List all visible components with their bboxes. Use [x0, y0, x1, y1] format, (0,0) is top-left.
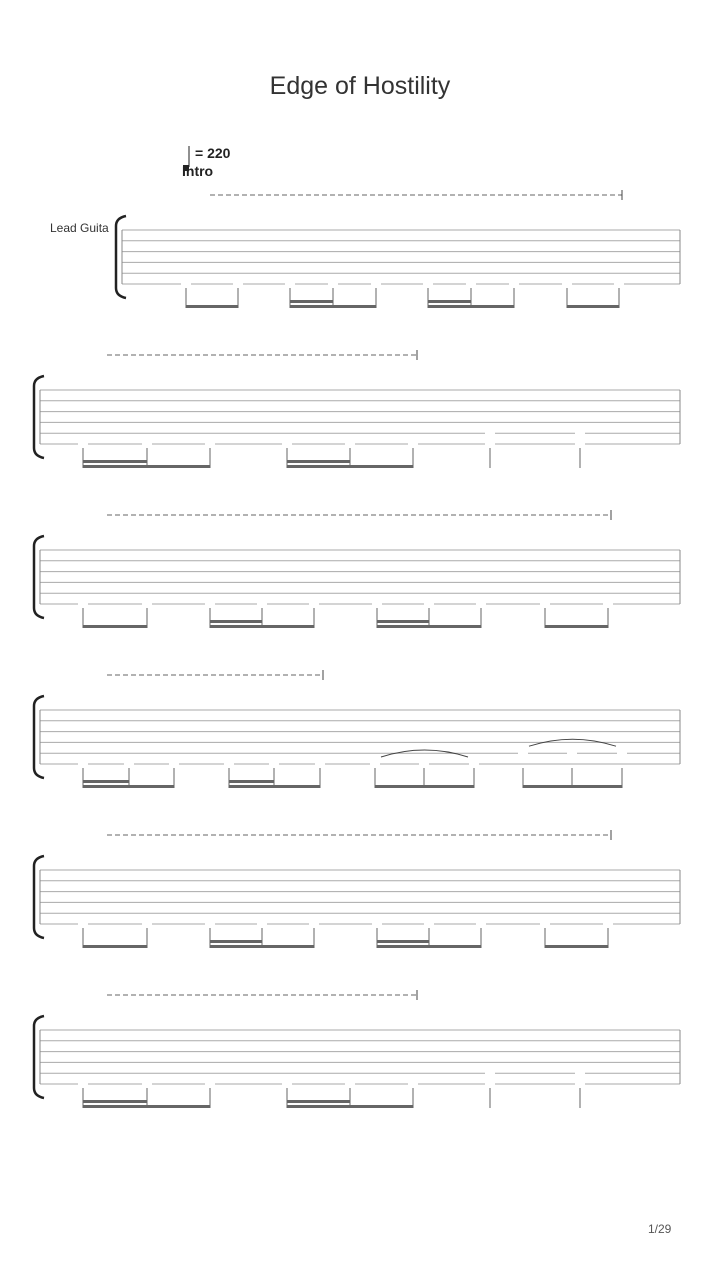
fret-number-mask — [78, 1078, 88, 1089]
fret-number-mask — [181, 278, 191, 289]
fret-number-mask — [617, 747, 627, 758]
beam — [210, 945, 314, 948]
fret-number-mask — [509, 278, 519, 289]
fret-number-mask — [124, 758, 134, 769]
secondary-beam — [377, 620, 429, 623]
fret-number-mask — [315, 758, 325, 769]
fret-number-mask — [224, 758, 234, 769]
beam — [83, 1105, 210, 1108]
fret-number-mask — [257, 918, 267, 929]
fret-number-mask — [575, 427, 585, 438]
fret-number-mask — [78, 438, 88, 449]
tempo-marking: = 220 — [195, 145, 231, 161]
fret-number-mask — [466, 278, 476, 289]
fret-number-mask — [603, 598, 613, 609]
beam — [523, 785, 622, 788]
secondary-beam — [83, 460, 147, 463]
beam — [567, 305, 619, 308]
fret-number-mask — [575, 1078, 585, 1089]
system-bracket — [34, 856, 44, 938]
fret-number-mask — [370, 758, 380, 769]
beam — [287, 1105, 413, 1108]
beam — [545, 625, 608, 628]
instrument-name: Lead Guita — [50, 221, 109, 235]
fret-number-mask — [567, 747, 577, 758]
secondary-beam — [210, 940, 262, 943]
fret-number-mask — [142, 438, 152, 449]
fret-number-mask — [575, 1067, 585, 1078]
page-number: 1/29 — [648, 1222, 672, 1236]
beam — [375, 785, 474, 788]
fret-number-mask — [205, 598, 215, 609]
system-bracket — [34, 536, 44, 618]
fret-number-mask — [142, 598, 152, 609]
fret-number-mask — [424, 598, 434, 609]
fret-number-mask — [614, 278, 624, 289]
beam — [377, 625, 481, 628]
fret-number-mask — [78, 918, 88, 929]
fret-number-mask — [371, 278, 381, 289]
secondary-beam — [377, 940, 429, 943]
beam — [186, 305, 238, 308]
beam — [287, 465, 413, 468]
beam — [210, 625, 314, 628]
fret-number-mask — [575, 438, 585, 449]
fret-number-mask — [282, 1078, 292, 1089]
fret-number-mask — [540, 918, 550, 929]
system-bracket — [34, 696, 44, 778]
system-bracket — [34, 1016, 44, 1098]
fret-number-mask — [309, 598, 319, 609]
fret-number-mask — [419, 758, 429, 769]
beam — [545, 945, 608, 948]
beam — [83, 625, 147, 628]
secondary-beam — [83, 1100, 147, 1103]
beam — [290, 305, 376, 308]
fret-number-mask — [205, 438, 215, 449]
fret-number-mask — [285, 278, 295, 289]
fret-number-mask — [142, 918, 152, 929]
fret-number-mask — [328, 278, 338, 289]
fret-number-mask — [309, 918, 319, 929]
fret-number-mask — [424, 918, 434, 929]
fret-number-mask — [603, 918, 613, 929]
secondary-beam — [210, 620, 262, 623]
beam — [428, 305, 514, 308]
fret-number-mask — [485, 1078, 495, 1089]
beam — [377, 945, 481, 948]
secondary-beam — [428, 300, 471, 303]
secondary-beam — [83, 780, 129, 783]
song-title: Edge of Hostility — [269, 72, 451, 100]
fret-number-mask — [345, 438, 355, 449]
fret-number-mask — [408, 438, 418, 449]
fret-number-mask — [282, 438, 292, 449]
fret-number-mask — [269, 758, 279, 769]
fret-number-mask — [476, 918, 486, 929]
secondary-beam — [287, 460, 350, 463]
secondary-beam — [287, 1100, 350, 1103]
fret-number-mask — [257, 598, 267, 609]
fret-number-mask — [518, 747, 528, 758]
fret-number-mask — [476, 598, 486, 609]
fret-number-mask — [372, 918, 382, 929]
fret-number-mask — [345, 1078, 355, 1089]
system-bracket — [34, 376, 44, 458]
fret-number-mask — [169, 758, 179, 769]
secondary-beam — [290, 300, 333, 303]
system-bracket — [116, 216, 126, 298]
fret-number-mask — [485, 427, 495, 438]
fret-number-mask — [485, 438, 495, 449]
fret-number-mask — [142, 1078, 152, 1089]
beam — [83, 785, 174, 788]
fret-number-mask — [78, 758, 88, 769]
fret-number-mask — [485, 1067, 495, 1078]
fret-number-mask — [562, 278, 572, 289]
fret-number-mask — [205, 918, 215, 929]
fret-number-mask — [469, 758, 479, 769]
fret-number-mask — [408, 1078, 418, 1089]
fret-number-mask — [78, 598, 88, 609]
fret-number-mask — [233, 278, 243, 289]
beam — [83, 465, 210, 468]
fret-number-mask — [205, 1078, 215, 1089]
fret-number-mask — [540, 598, 550, 609]
secondary-beam — [229, 780, 274, 783]
fret-number-mask — [423, 278, 433, 289]
fret-number-mask — [372, 598, 382, 609]
beam — [229, 785, 320, 788]
beam — [83, 945, 147, 948]
section-label: Intro — [182, 163, 214, 179]
